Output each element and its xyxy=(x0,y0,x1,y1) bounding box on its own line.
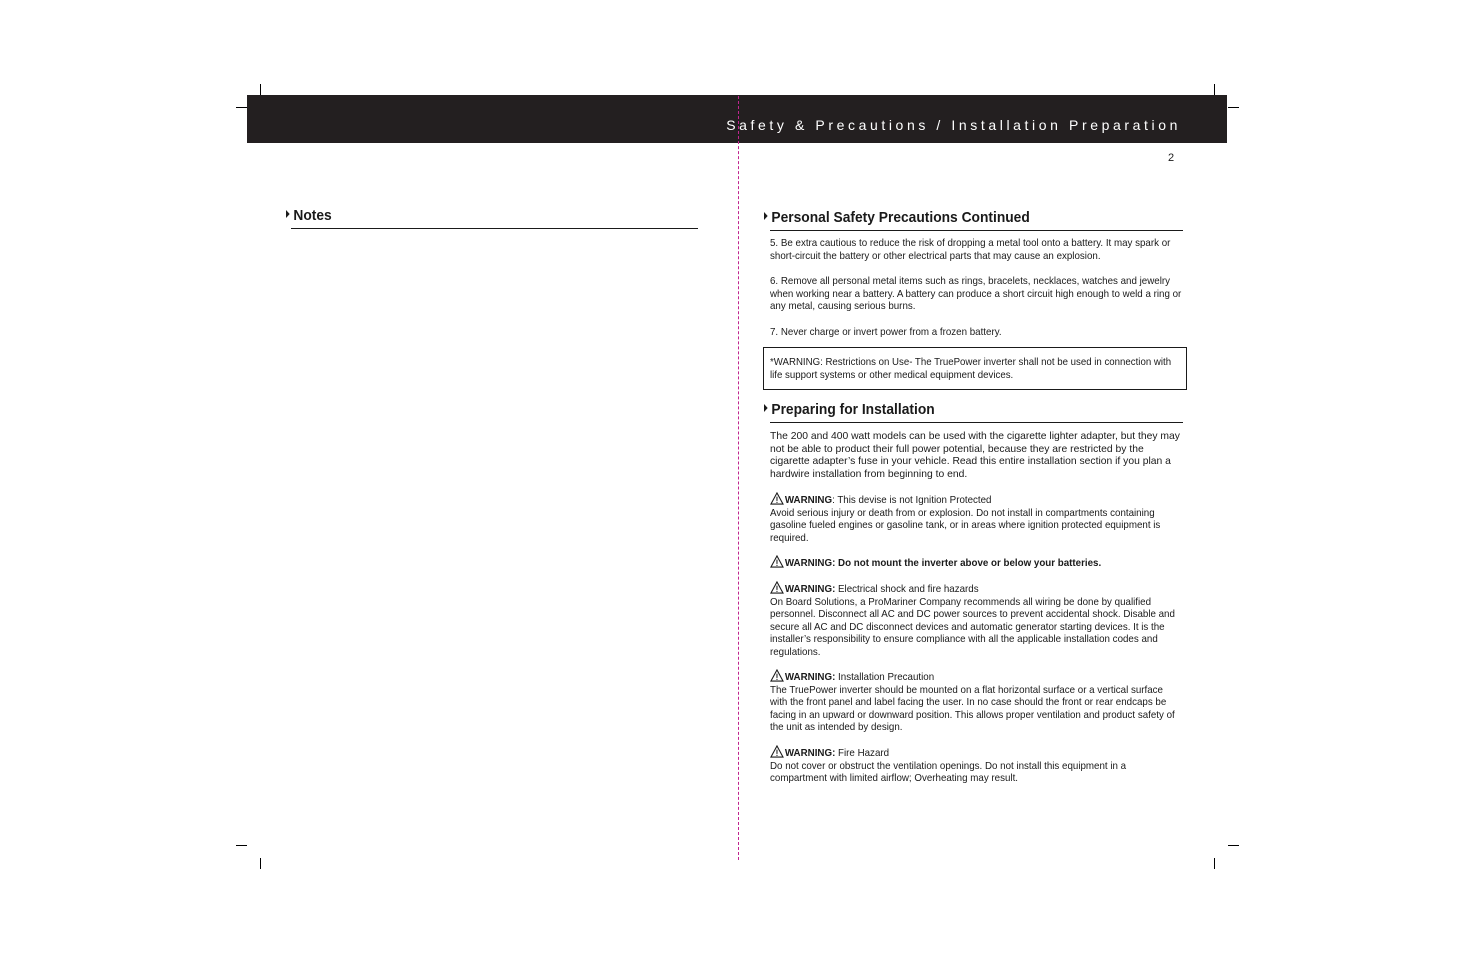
triangle-right-icon xyxy=(286,210,290,218)
header-title: Safety & Precautions / Installation Preparation xyxy=(726,117,1181,133)
crop-mark xyxy=(236,845,247,846)
page-number: 2 xyxy=(1168,152,1175,164)
triangle-right-icon xyxy=(764,404,768,412)
triangle-right-icon xyxy=(764,212,768,220)
warning-triangle-icon xyxy=(770,555,784,568)
restriction-warning-text: *WARNING: Restrictions on Use- The TruePower inverter shall not be used in connection with life support systems or other medical equipment devices. xyxy=(770,356,1172,381)
safety-item-5: 5. Be extra cautious to reduce the risk of dropping a metal tool onto a battery. It may spark or short-circuit the battery or other electrical parts that may cause an explosion. xyxy=(770,237,1171,262)
header-bar xyxy=(247,95,1227,143)
safety-item-6: 6. Remove all personal metal items such as rings, bracelets, necklaces, watches and jewelry when working near a battery. A battery can produce a short circuit high enough to weld a ring or any metal, causing serious burns. xyxy=(770,275,1182,313)
crop-mark xyxy=(1214,858,1215,869)
restriction-warning-box xyxy=(763,347,1187,390)
page-fold-line xyxy=(738,96,739,860)
warning-ignition: WARNING: This devise is not Ignition Protected Avoid serious injury or death from or explosion. Do not install in compartments containing gasoline fueled engines or gasoline tank, or in areas where ignition protected equipment is required. xyxy=(770,494,1161,544)
crop-mark xyxy=(260,858,261,869)
warning-electrical: WARNING: Electrical shock and fire hazards On Board Solutions, a ProMariner Company recommends all wiring be done by qualified personnel. Disconnect all AC and DC power sources to prevent accidental shock. Disable and secure all AC and DC disconnect devices and automatic generator starting devices. It is the installer’s responsibility to ensure compliance with all the applicable installation codes and regulations. xyxy=(770,583,1175,658)
warning-mounting: WARNING: Do not mount the inverter above or below your batteries. xyxy=(770,555,1182,570)
crop-mark xyxy=(1228,107,1239,108)
notes-rule xyxy=(291,228,698,229)
warning-triangle-icon xyxy=(770,581,784,594)
warning-fire: WARNING: Fire Hazard Do not cover or obstruct the ventilation openings. Do not install this equipment in a compartment with limited airflow; Overheating may result. xyxy=(770,747,1127,785)
section-heading-installation: Preparing for Installation xyxy=(764,401,935,418)
installation-intro: The 200 and 400 watt models can be used with the cigarette lighter adapter, but they may not be able to product their full power potential, because they are restricted by the cigarette adapter’s fuse in your vehicle. Read this entire installation section if you plan a hardwire installation from beginning to end. xyxy=(770,430,1180,480)
section-rule xyxy=(770,422,1183,423)
section-heading-safety: Personal Safety Precautions Continued xyxy=(764,209,1030,226)
crop-mark xyxy=(1228,845,1239,846)
safety-item-7: 7. Never charge or invert power from a frozen battery. xyxy=(770,326,1002,338)
crop-mark xyxy=(260,84,261,95)
warning-installation: WARNING: Installation Precaution The TruePower inverter should be mounted on a flat horizontal surface or a vertical surface with the front panel and label facing the user. In no case should the front or rear endcaps be facing in an upward or downward position. This allows proper ventilation and product safety of the unit as intended by design. xyxy=(770,671,1175,734)
notes-heading: Notes xyxy=(286,207,332,224)
warning-triangle-icon xyxy=(770,492,784,505)
crop-mark xyxy=(236,107,247,108)
crop-mark xyxy=(1214,84,1215,95)
warning-triangle-icon xyxy=(770,669,784,682)
warning-triangle-icon xyxy=(770,745,784,758)
section-rule xyxy=(770,230,1183,231)
